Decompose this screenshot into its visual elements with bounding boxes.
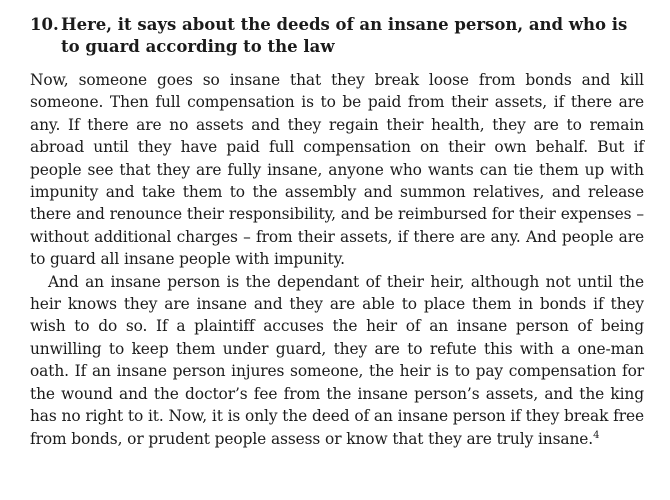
body-paragraph-2-text: And an insane person is the dependant of their heir, although not until the heir knows they are insane and they are able to place them in bonds if they wish to do so. If a plaintiff accuses the heir of an insane person of being unwilling to keep them under guard, they are to refute this with a one-man oath. If an insane person injures someone, the heir is to pay compensation for the wound and the doctor’s fee from the insane person’s assets, and the king has no right to it. Now, it is only the deed of an insane person if they break free from bonds, or prudent people assess or know that they are truly insane. xyxy=(30,272,644,448)
body-paragraph-2 xyxy=(30,271,644,450)
footnote-marker[interactable]: 4 xyxy=(593,429,600,441)
body-paragraph-1: Now, someone goes so insane that they break loose from bonds and kill someone. Then full compensation is to be paid from their assets, if there are any. If there are no assets and they regain their health, they are to remain abroad until they have paid full compensation on their own behalf. But if people see that they are fully insane, anyone who wants can tie them up with impunity and take them to the assembly and summon relatives, and release there and renounce their responsibility, and be reimbursed for their expenses – without additional charges – from their assets, if there are any. And people are to guard all insane people with impunity. xyxy=(30,71,644,269)
document-page xyxy=(30,14,644,450)
section-heading xyxy=(30,14,644,58)
section-title: Here, it says about the deeds of an insane person, and who is to guard according to the law xyxy=(61,15,628,56)
section-number: 10. xyxy=(30,15,59,34)
